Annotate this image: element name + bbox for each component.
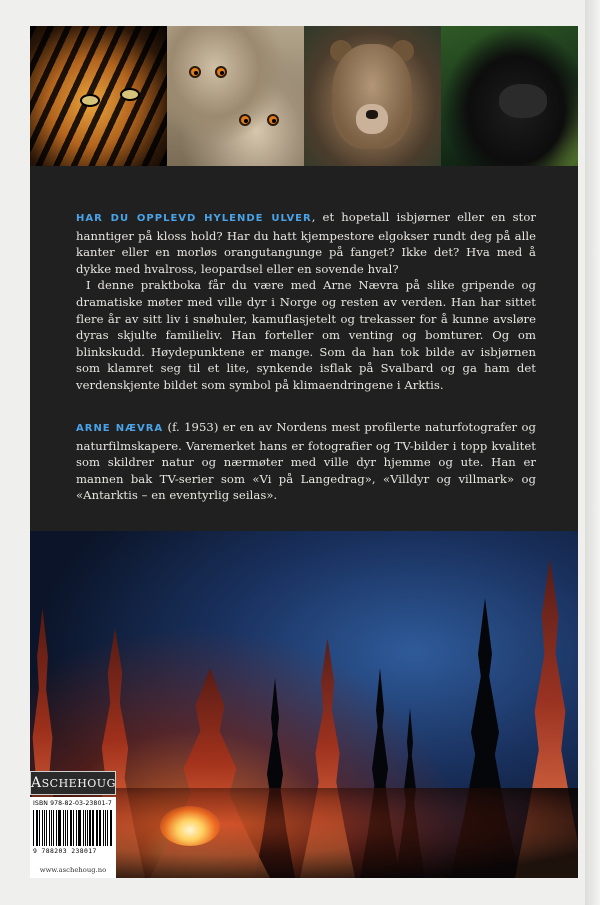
owl-eye: [267, 114, 279, 126]
barcode-bar: [111, 810, 112, 846]
barcode: [30, 797, 116, 863]
bear-nose: [366, 110, 378, 119]
barcode-bar: [67, 810, 68, 846]
barcode-bar: [65, 810, 66, 846]
publisher-website: www.aschehoug.no: [30, 863, 116, 878]
blurb-paragraph-1: [76, 209, 536, 394]
barcode-bar: [93, 810, 94, 846]
tiger-eye: [122, 90, 138, 99]
barcode-bar: [37, 810, 38, 846]
barcode-bar: [105, 810, 106, 846]
barcode-bar: [100, 810, 101, 846]
barcode-bar: [70, 810, 71, 846]
barcode-bar: [42, 810, 43, 846]
publisher-logo-initial: A: [31, 775, 42, 791]
barcode-digits: 9 788203 238017: [33, 847, 97, 855]
barcode-bar: [56, 810, 57, 846]
author-bio: (f. 1953) er en av Nordens mest profilerte naturfotografer og naturfilmskapere. Varemerket hans er fotografier og TV-bilder i topp kvalitet som skildrer natur og nærmøter med ville dyr hjemme og ute. Han er mannen bak TV-serier som «Vi på Langedrag», «Villdyr og villmark» og «Antarktis – en eventyrlig seilas».: [76, 420, 536, 503]
owl-eye: [189, 66, 201, 78]
isbn-label: ISBN 978-82-03-23801-7: [33, 800, 112, 807]
bear-head: [332, 44, 412, 149]
author-name: ARNE NÆVRA: [76, 423, 164, 434]
barcode-bar: [83, 810, 84, 846]
campfire: [160, 806, 220, 846]
barcode-bar: [89, 810, 90, 846]
top-photo-strip: [30, 26, 578, 166]
blurb-text-1: , et hopetall isbjørner eller en stor hanntiger på kloss hold? Har du hatt kjempestore elgokser rundt deg på alle kanter eller en morløs orangutangunge på fanget? Ikke det? Hva med å dykke med hvalross, leopardsel eller en sovende hval?: [76, 210, 536, 276]
barcode-bars: [33, 810, 113, 846]
barcode-bar: [71, 810, 72, 846]
publisher-logo: [30, 771, 116, 795]
gorilla-photo: [441, 26, 578, 166]
barcode-bar: [46, 810, 47, 846]
blurb-text-1b: I denne praktboka får du være med Arne Nævra på slike gripende og dramatiske møter med ville dyr i Norge og resten av verden. Han har sittet flere år av sitt liv i snøhuler, kamuflasjetelt og trekasser for å kunne avsløre dyras skjulte familieliv. Han forteller om venting og bomturer. Og om blinkskudd. Høydepunktene er mange. Som da han tok bilde av isbjørnen som klamret seg til et lite, synkende isflak på Svalbard og ga ham det verdenskjente bildet som symbol på klimaendringene i Arktis.: [76, 278, 536, 392]
barcode-bar: [51, 810, 52, 846]
barcode-bar: [92, 810, 93, 846]
barcode-bar: [87, 810, 88, 846]
barcode-bar: [79, 810, 81, 846]
tiger-eye: [82, 96, 98, 105]
barcode-bar: [78, 810, 79, 846]
barcode-bar: [96, 810, 98, 846]
barcode-bar: [39, 810, 40, 846]
blurb-lead-1: HAR DU OPPLEVD HYLENDE ULVER: [76, 213, 312, 224]
owl-eye: [215, 66, 227, 78]
owl-chicks-photo: [167, 26, 304, 166]
back-cover: [30, 26, 578, 878]
brown-bear-photo: [304, 26, 441, 166]
barcode-bar: [85, 810, 86, 846]
blurb-panel: [30, 166, 578, 531]
barcode-bar: [107, 810, 108, 846]
barcode-bar: [36, 810, 37, 846]
gorilla-face: [499, 84, 547, 118]
barcode-bar: [99, 810, 100, 846]
barcode-bar: [103, 810, 104, 846]
barcode-bar: [44, 810, 46, 846]
barcode-bar: [76, 810, 77, 846]
barcode-bar: [33, 810, 34, 846]
barcode-bar: [53, 810, 54, 846]
barcode-bar: [110, 810, 111, 846]
barcode-bar: [59, 810, 61, 846]
owl-eye: [239, 114, 251, 126]
barcode-bar: [63, 810, 64, 846]
barcode-bar: [58, 810, 59, 846]
blurb-paragraph-2: [76, 419, 536, 504]
publisher-logo-text: SCHEHOUG: [41, 777, 116, 790]
tiger-photo: [30, 26, 167, 166]
cover-edge: [585, 0, 600, 905]
barcode-bar: [49, 810, 50, 846]
barcode-bar: [73, 810, 74, 846]
bear-snout: [356, 104, 388, 134]
